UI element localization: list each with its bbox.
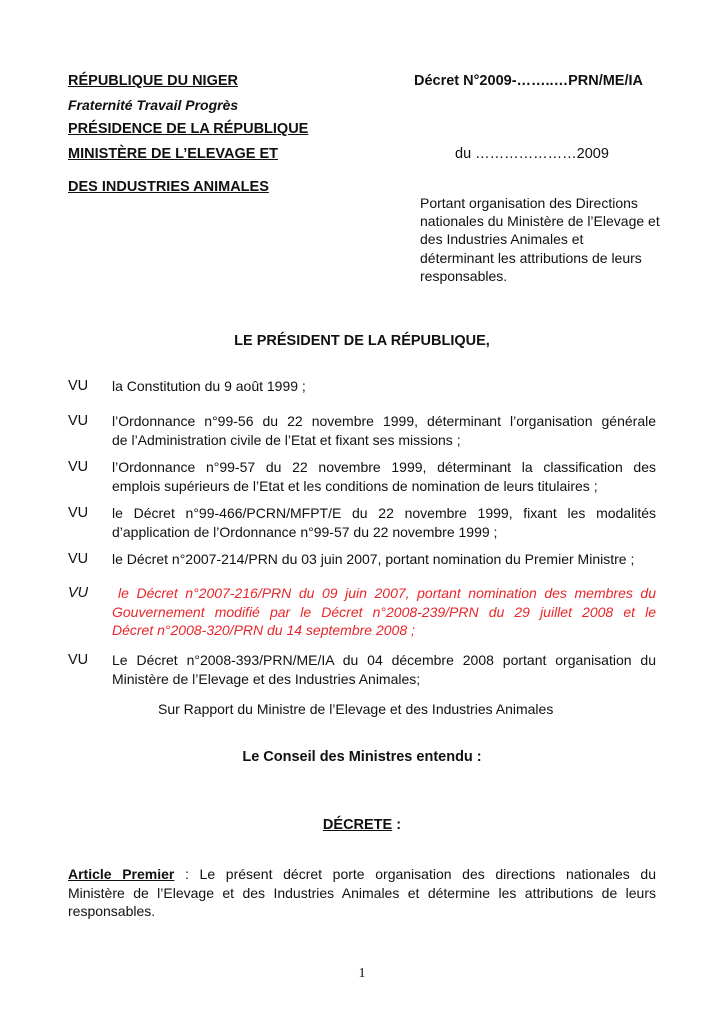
- vu-item: [112, 504, 656, 541]
- vu-line: de l’Administration civile de l’Etat et fixant ses missions ;: [112, 431, 461, 448]
- vu-line: le Décret n°2007-216/PRN du 09 juin 2007, portant nomination des membres du: [118, 585, 656, 601]
- vu-line: Le Décret n°2008-393/PRN/ME/IA du 04 décembre 2008 portant organisation du: [112, 652, 656, 668]
- vu-label: VU: [68, 652, 89, 668]
- president-heading: LE PRÉSIDENT DE LA RÉPUBLIQUE,: [234, 333, 490, 349]
- vu-item: [112, 550, 656, 569]
- vu-line: emplois supérieurs de l’Etat et les conditions de nomination de leurs titulaires ;: [112, 477, 598, 494]
- ministry-line-2: DES INDUSTRIES ANIMALES: [68, 179, 269, 195]
- vu-line: l’Ordonnance n°99-56 du 22 novembre 1999, déterminant l’organisation générale: [112, 413, 656, 429]
- subject-line: déterminant les attributions de leurs: [420, 249, 642, 266]
- article-text: : Le présent décret porte organisation des directions nationales du: [174, 866, 656, 882]
- vu-line: la Constitution du 9 août 1999 ;: [112, 378, 306, 394]
- vu-line: Ministère de l’Elevage et des Industries Animales;: [112, 670, 421, 687]
- decrete-word: DÉCRETE: [322, 817, 393, 833]
- article-line: responsables.: [68, 903, 156, 920]
- vu-label: VU: [68, 505, 89, 521]
- vu-label: VU: [68, 585, 89, 601]
- vu-item-highlighted: [112, 584, 656, 640]
- article-line: [68, 865, 656, 884]
- national-motto: Fraternité Travail Progrès: [68, 97, 239, 113]
- vu-label: VU: [68, 459, 89, 475]
- subject-line: Portant organisation des Directions: [420, 195, 638, 211]
- decree-subject: [420, 194, 680, 285]
- article-line: Ministère de l’Elevage et des Industries Animales et détermine les attributions de leurs: [68, 884, 656, 901]
- conseil-heading: Le Conseil des Ministres entendu :: [242, 749, 482, 765]
- vu-line: Gouvernement modifié par le Décret n°2008-239/PRN du 29 juillet 2008 et le: [112, 603, 656, 620]
- article-label: Article Premier: [68, 866, 175, 882]
- vu-line: d’application de l’Ordonnance n°99-57 du 22 novembre 1999 ;: [112, 523, 498, 540]
- subject-line: nationales du Ministère de l’Elevage et: [420, 213, 660, 230]
- decrete-colon: :: [392, 817, 402, 833]
- subject-line: responsables.: [420, 267, 508, 284]
- article-premier: [68, 865, 656, 921]
- ministry-line-1: MINISTÈRE DE L’ELEVAGE ET: [68, 146, 279, 162]
- presidency-title: PRÉSIDENCE DE LA RÉPUBLIQUE: [68, 121, 309, 137]
- vu-item: [112, 412, 656, 449]
- decree-date: du …………………2009: [455, 146, 609, 162]
- page-number: 1: [358, 966, 366, 981]
- vu-line: le Décret n°99-466/PCRN/MFPT/E du 22 novembre 1999, fixant les modalités: [112, 505, 656, 521]
- vu-label: VU: [68, 413, 89, 429]
- vu-line: Décret n°2008-320/PRN du 14 septembre 2008 ;: [112, 622, 415, 639]
- vu-line: l’Ordonnance n°99-57 du 22 novembre 1999, déterminant la classification des: [112, 459, 656, 475]
- sur-rapport: Sur Rapport du Ministre de l’Elevage et des Industries Animales: [158, 701, 554, 717]
- decree-number: Décret N°2009-……..…PRN/ME/IA: [414, 73, 643, 89]
- vu-line: le Décret n°2007-214/PRN du 03 juin 2007, portant nomination du Premier Ministre ;: [112, 551, 635, 567]
- subject-line: des Industries Animales et: [420, 231, 584, 248]
- vu-item: [112, 458, 656, 495]
- country-name: RÉPUBLIQUE DU NIGER: [68, 73, 238, 89]
- vu-item: [112, 651, 656, 688]
- vu-label: VU: [68, 551, 89, 567]
- decrete-heading: [0, 816, 724, 835]
- vu-label: VU: [68, 378, 89, 394]
- vu-item: [112, 377, 656, 396]
